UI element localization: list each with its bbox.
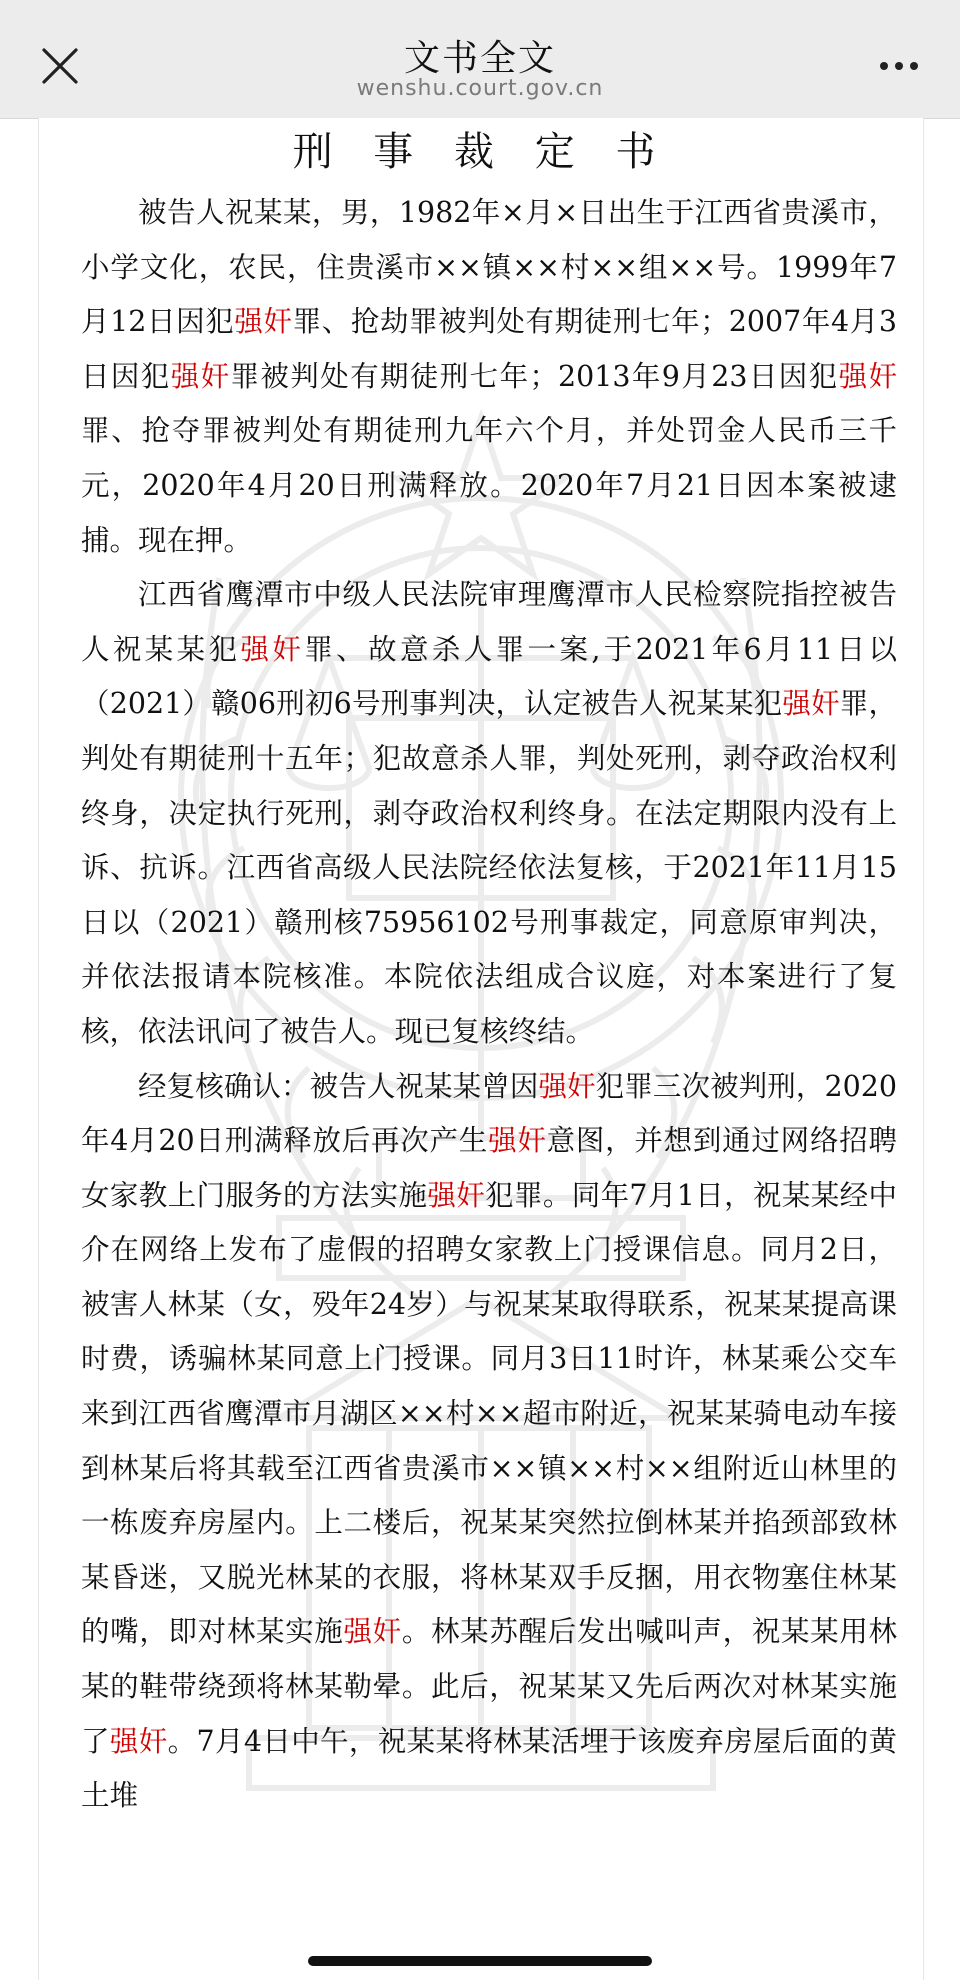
paragraph-text: 被告人祝某某，男，1982年×月×日出生于江西省贵溪市，小学文化，农民，住贵溪市××镇××村××组××号。1999年7月12日因犯 [81,196,897,339]
highlighted-term: 强奸 [538,1069,596,1103]
highlighted-term: 强奸 [838,359,897,393]
document-body [38,118,924,1980]
paragraph-text: 犯罪三次被判刑，2020年4月20日刑满释放后再次产生 [81,1069,897,1158]
paragraph-defendant-info [39,186,923,568]
highlighted-term: 强奸 [488,1124,547,1158]
highlighted-term: 强奸 [240,632,305,666]
paragraph-text: 罪、故意杀人罪一案,于2021年6月11日以（2021）赣06刑初6号刑事判决，认定被告人祝某某犯 [81,632,897,721]
nav-domain: wenshu.court.gov.cn [356,76,604,101]
paragraph-text: 。林某苏醒后发出喊叫声，祝某某用林某的鞋带绕颈将林某勒晕。此后，祝某某又先后两次对林某实施了 [81,1615,897,1758]
paragraph-text: 。7月4日中午，祝某某将林某活埋于该废弃房屋后面的黄土堆 [81,1724,897,1813]
highlighted-term: 强奸 [234,305,293,339]
home-indicator[interactable] [308,1956,652,1966]
paragraph-text: 罪，判处有期徒刑十五年；犯故意杀人罪，判处死刑，剥夺政治权利终身，决定执行死刑，剥夺政治权利终身。在法定期限内没有上诉、抗诉。江西省高级人民法院经依法复核，于2021年11月15日以（2021）赣刑核75956102号刑事裁定，同意原审判决，并依法报请本院核准。本院依法组成合议庭，对本案进行了复核，依法讯问了被告人。现已复核终结。 [81,687,897,1048]
paragraph-text: 罪被判处有期徒刑七年；2013年9月23日因犯 [230,359,839,393]
highlighted-term: 强奸 [343,1615,402,1649]
paragraph-text: 罪、抢劫罪被判处有期徒刑七年；2007年4月3日因犯 [81,305,897,393]
nav-bar [0,0,960,119]
highlighted-term: 强奸 [170,359,231,393]
paragraph-text: 犯罪。同年7月1日，祝某某经中介在网络上发布了虚假的招聘女家教上门授课信息。同月2日，被害人林某（女，殁年24岁）与祝某某取得联系，祝某某提高课时费，诱骗林某同意上门授课。同月3日11时许，林某乘公交车来到江西省鹰潭市月湖区××村××超市附近，祝某某骑电动车接到林某后将其载至江西省贵溪市××镇××村××组附近山林里的一栋废弃房屋内。上二楼后，祝某某突然拉倒林某并掐颈部致林某昏迷，又脱光林某的衣服，将林某双手反捆，用衣物塞住林某的嘴，即对林某实施 [81,1178,897,1649]
paragraph-text: 罪、抢夺罪被判处有期徒刑九年六个月，并处罚金人民币三千元，2020年4月20日刑满释放。2020年7月21日因本案被逮捕。现在押。 [81,414,897,557]
highlighted-term: 强奸 [109,1724,168,1758]
paragraph-text: 意图，并想到通过网络招聘女家教上门服务的方法实施 [81,1124,897,1212]
nav-title: 文书全文 [403,38,556,79]
more-dots-icon[interactable] [878,52,920,80]
paragraph-text: 经复核确认：被告人祝某某曾因 [138,1069,539,1103]
highlighted-term: 强奸 [782,687,840,721]
highlighted-term: 强奸 [427,1178,486,1212]
document-title: 刑 事 裁 定 书 [292,129,670,175]
paragraph-text: 江西省鹰潭市中级人民法院审理鹰潭市人民检察院指控被告人祝某某犯 [81,578,897,666]
paragraph-review-findings [39,1060,923,1824]
paragraph-case-procedure [39,568,923,1059]
